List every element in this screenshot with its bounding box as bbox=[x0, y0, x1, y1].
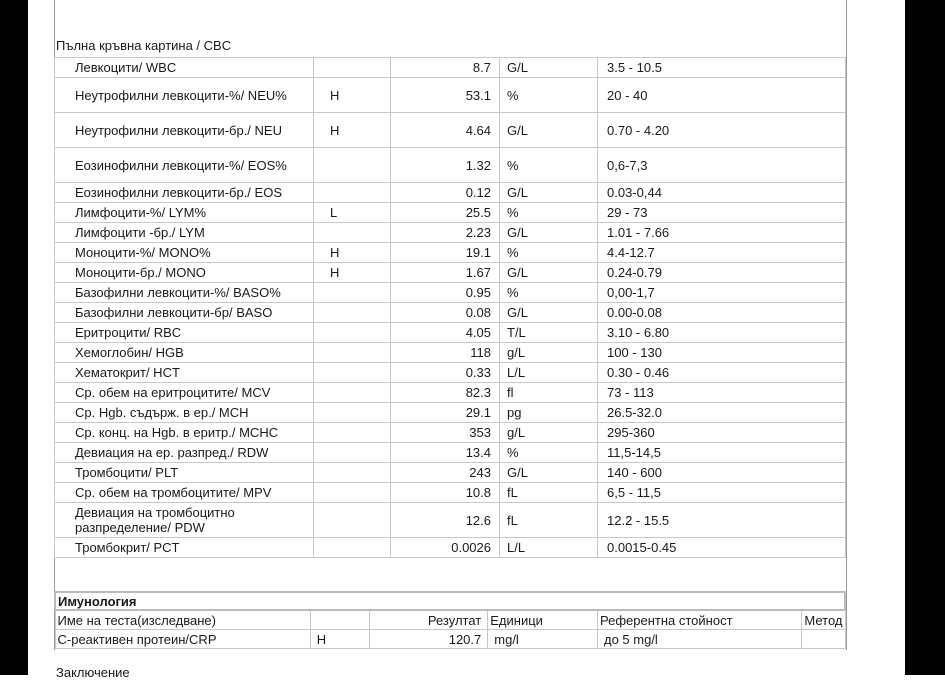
cbc-value: 4.05 bbox=[391, 323, 500, 343]
immunology-section-title: Имунология bbox=[55, 592, 845, 610]
cbc-row bbox=[55, 323, 846, 343]
cbc-unit: fL bbox=[500, 483, 598, 503]
cbc-test-name: Базофилни левкоцити-бр/ BASO bbox=[55, 303, 314, 323]
cbc-value: 13.4 bbox=[391, 443, 500, 463]
cbc-flag: H bbox=[314, 263, 391, 283]
cbc-unit: G/L bbox=[500, 223, 598, 243]
cbc-row bbox=[55, 263, 846, 283]
cbc-reference: 140 - 600 bbox=[598, 463, 846, 483]
cbc-flag: L bbox=[314, 203, 391, 223]
cbc-flag bbox=[314, 483, 391, 503]
cbc-row bbox=[55, 113, 846, 148]
imm-test-name: С-реактивен протеин/CRP bbox=[55, 630, 310, 649]
cbc-unit: T/L bbox=[500, 323, 598, 343]
cbc-flag bbox=[314, 463, 391, 483]
cbc-test-name: Ср. обем на тромбоцитите/ MPV bbox=[55, 483, 314, 503]
cbc-test-name: Моноцити-бр./ MONO bbox=[55, 263, 314, 283]
cbc-row bbox=[55, 463, 846, 483]
cbc-test-name: Девиация на ер. разпред./ RDW bbox=[55, 443, 314, 463]
cbc-reference: 0.00-0.08 bbox=[598, 303, 846, 323]
imm-method bbox=[802, 630, 845, 649]
left-black-bar bbox=[0, 0, 28, 675]
cbc-reference: 0,00-1,7 bbox=[598, 283, 846, 303]
cbc-row bbox=[55, 223, 846, 243]
cbc-unit: L/L bbox=[500, 363, 598, 383]
cbc-reference: 6,5 - 11,5 bbox=[598, 483, 846, 503]
cbc-test-name: Тромбоцити/ PLT bbox=[55, 463, 314, 483]
cbc-flag: H bbox=[314, 243, 391, 263]
cbc-value: 0.12 bbox=[391, 183, 500, 203]
cbc-value: 118 bbox=[391, 343, 500, 363]
cbc-table bbox=[54, 57, 846, 558]
cbc-value: 19.1 bbox=[391, 243, 500, 263]
cbc-flag bbox=[314, 443, 391, 463]
cbc-unit: % bbox=[500, 443, 598, 463]
cbc-reference: 0,6-7,3 bbox=[598, 148, 846, 183]
cbc-flag bbox=[314, 538, 391, 558]
cbc-section-title: Пълна кръвна картина / CBC bbox=[56, 38, 232, 53]
cbc-unit: g/L bbox=[500, 423, 598, 443]
cbc-value: 8.7 bbox=[391, 58, 500, 78]
cbc-test-name: Еозинофилни левкоцити-%/ EOS% bbox=[55, 148, 314, 183]
cbc-reference: 26.5-32.0 bbox=[598, 403, 846, 423]
cbc-unit: G/L bbox=[500, 58, 598, 78]
cbc-row bbox=[55, 343, 846, 363]
cbc-test-name: Лимфоцити-%/ LYM% bbox=[55, 203, 314, 223]
cbc-value: 1.67 bbox=[391, 263, 500, 283]
cbc-value: 0.95 bbox=[391, 283, 500, 303]
immunology-table bbox=[54, 591, 846, 649]
cbc-row bbox=[55, 423, 846, 443]
cbc-test-name: Левкоцити/ WBC bbox=[55, 58, 314, 78]
cbc-reference: 11,5-14,5 bbox=[598, 443, 846, 463]
cbc-reference: 0.70 - 4.20 bbox=[598, 113, 846, 148]
cbc-value: 82.3 bbox=[391, 383, 500, 403]
cbc-unit: G/L bbox=[500, 113, 598, 148]
cbc-flag bbox=[314, 303, 391, 323]
imm-value: 120.7 bbox=[369, 630, 488, 649]
cbc-reference: 100 - 130 bbox=[598, 343, 846, 363]
cbc-reference: 29 - 73 bbox=[598, 203, 846, 223]
cbc-value: 2.23 bbox=[391, 223, 500, 243]
cbc-test-name: Девиация на тромбоцитно разпределение/ PDW bbox=[55, 503, 314, 538]
cbc-reference: 3.5 - 10.5 bbox=[598, 58, 846, 78]
cbc-value: 0.33 bbox=[391, 363, 500, 383]
cbc-value: 12.6 bbox=[391, 503, 500, 538]
cbc-reference: 12.2 - 15.5 bbox=[598, 503, 846, 538]
cbc-row bbox=[55, 483, 846, 503]
cbc-test-name: Ср. обем на еритроцитите/ MCV bbox=[55, 383, 314, 403]
cbc-reference: 0.03-0,44 bbox=[598, 183, 846, 203]
cbc-reference: 3.10 - 6.80 bbox=[598, 323, 846, 343]
cbc-test-name: Ср. Hgb. съдърж. в ер./ MCH bbox=[55, 403, 314, 423]
cbc-value: 0.0026 bbox=[391, 538, 500, 558]
cbc-row bbox=[55, 383, 846, 403]
cbc-row bbox=[55, 363, 846, 383]
cbc-row bbox=[55, 303, 846, 323]
cbc-flag bbox=[314, 503, 391, 538]
cbc-flag bbox=[314, 423, 391, 443]
right-black-bar bbox=[905, 0, 945, 675]
cbc-value: 10.8 bbox=[391, 483, 500, 503]
cbc-flag: H bbox=[314, 113, 391, 148]
cbc-unit: pg bbox=[500, 403, 598, 423]
cbc-unit: % bbox=[500, 243, 598, 263]
cbc-flag bbox=[314, 363, 391, 383]
cbc-unit: % bbox=[500, 203, 598, 223]
cbc-value: 243 bbox=[391, 463, 500, 483]
cbc-test-name: Моноцити-%/ MONO% bbox=[55, 243, 314, 263]
cbc-unit: % bbox=[500, 78, 598, 113]
cbc-row bbox=[55, 58, 846, 78]
cbc-row bbox=[55, 443, 846, 463]
cbc-unit: % bbox=[500, 283, 598, 303]
cbc-reference: 1.01 - 7.66 bbox=[598, 223, 846, 243]
cbc-test-name: Еозинофилни левкоцити-бр./ EOS bbox=[55, 183, 314, 203]
cbc-test-name: Неутрофилни левкоцити-бр./ NEU bbox=[55, 113, 314, 148]
cbc-value: 25.5 bbox=[391, 203, 500, 223]
cbc-unit: fl bbox=[500, 383, 598, 403]
cbc-value: 0.08 bbox=[391, 303, 500, 323]
cbc-reference: 295-360 bbox=[598, 423, 846, 443]
imm-reference: до 5 mg/l bbox=[597, 630, 801, 649]
cbc-row bbox=[55, 503, 846, 538]
cbc-value: 353 bbox=[391, 423, 500, 443]
immunology-row bbox=[55, 630, 845, 649]
cbc-reference: 4.4-12.7 bbox=[598, 243, 846, 263]
cbc-flag bbox=[314, 343, 391, 363]
cbc-row bbox=[55, 403, 846, 423]
header-units: Единици bbox=[488, 610, 598, 630]
cbc-unit: % bbox=[500, 148, 598, 183]
cbc-test-name: Хемоглобин/ HGB bbox=[55, 343, 314, 363]
cbc-unit: G/L bbox=[500, 263, 598, 283]
cbc-flag bbox=[314, 148, 391, 183]
cbc-flag bbox=[314, 183, 391, 203]
cbc-value: 1.32 bbox=[391, 148, 500, 183]
cbc-flag bbox=[314, 283, 391, 303]
cbc-test-name: Неутрофилни левкоцити-%/ NEU% bbox=[55, 78, 314, 113]
header-test-name: Име на теста(изследване) bbox=[55, 610, 310, 630]
immunology-section-row bbox=[55, 592, 845, 610]
cbc-row bbox=[55, 183, 846, 203]
cbc-reference: 0.30 - 0.46 bbox=[598, 363, 846, 383]
cbc-unit: G/L bbox=[500, 463, 598, 483]
cbc-reference: 0.24-0.79 bbox=[598, 263, 846, 283]
cbc-row bbox=[55, 283, 846, 303]
cbc-row bbox=[55, 538, 846, 558]
cbc-reference: 20 - 40 bbox=[598, 78, 846, 113]
cbc-value: 4.64 bbox=[391, 113, 500, 148]
cbc-test-name: Ср. конц. на Hgb. в еритр./ MCHC bbox=[55, 423, 314, 443]
cbc-flag bbox=[314, 383, 391, 403]
cbc-test-name: Базофилни левкоцити-%/ BASO% bbox=[55, 283, 314, 303]
conclusion-label: Заключение bbox=[56, 665, 130, 680]
header-method: Метод bbox=[802, 610, 845, 630]
cbc-row bbox=[55, 203, 846, 223]
cbc-test-name: Хематокрит/ HCT bbox=[55, 363, 314, 383]
cbc-test-name: Тромбокрит/ PCT bbox=[55, 538, 314, 558]
cbc-reference: 73 - 113 bbox=[598, 383, 846, 403]
header-reference: Референтна стойност bbox=[597, 610, 801, 630]
cbc-test-name: Еритроцити/ RBC bbox=[55, 323, 314, 343]
cbc-reference: 0.0015-0.45 bbox=[598, 538, 846, 558]
cbc-unit: fL bbox=[500, 503, 598, 538]
cbc-row bbox=[55, 243, 846, 263]
cbc-value: 29.1 bbox=[391, 403, 500, 423]
cbc-flag bbox=[314, 223, 391, 243]
cbc-value: 53.1 bbox=[391, 78, 500, 113]
cbc-flag bbox=[314, 323, 391, 343]
cbc-flag bbox=[314, 58, 391, 78]
imm-flag: H bbox=[310, 630, 369, 649]
cbc-flag bbox=[314, 403, 391, 423]
cbc-row bbox=[55, 78, 846, 113]
immunology-header-row bbox=[55, 610, 845, 630]
cbc-unit: G/L bbox=[500, 183, 598, 203]
header-result: Резултат bbox=[369, 610, 488, 630]
cbc-test-name: Лимфоцити -бр./ LYM bbox=[55, 223, 314, 243]
cbc-flag: H bbox=[314, 78, 391, 113]
cbc-unit: G/L bbox=[500, 303, 598, 323]
cbc-row bbox=[55, 148, 846, 183]
imm-unit: mg/l bbox=[488, 630, 598, 649]
cbc-unit: L/L bbox=[500, 538, 598, 558]
cbc-unit: g/L bbox=[500, 343, 598, 363]
